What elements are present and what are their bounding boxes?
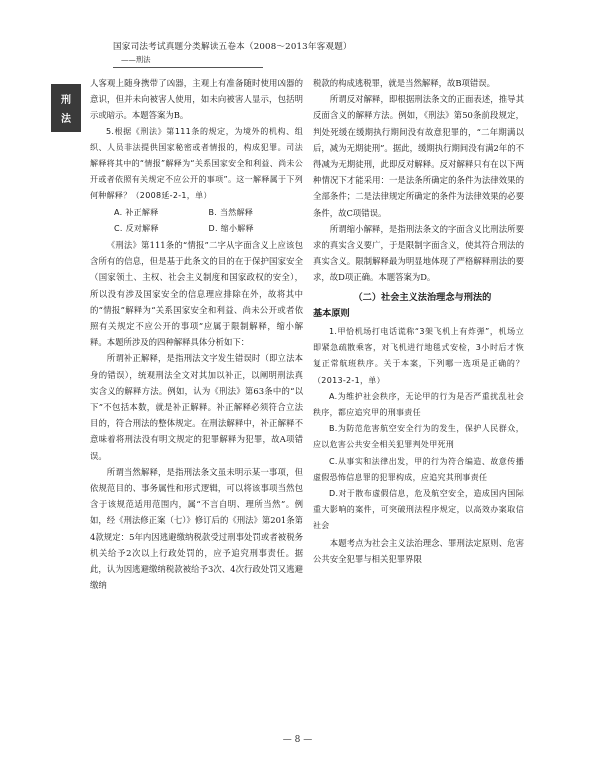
question-5: 5.根据《刑法》第111条的规定，为境外的机构、组织、人员非法提供国家秘密或者情报的，构成犯罪。司法解释将其中的“情报”解释为“关系国家安全和利益、尚未公开或者依照有关规定不应公开的事项”。这一解释属于下列何种解释？（2008延-2-1，单） [90, 126, 303, 201]
chapter-tab-char-2: 法 [61, 114, 71, 125]
section-heading-line-2: 基本原则 [313, 307, 350, 319]
option-d: D.对于散布虚假信息，危及航空安全，造成国内国际重大影响的案件，可突破刑法程序规定，以高效办案取信社会 [313, 489, 524, 531]
option-c: C.从事实和法律出发，甲的行为符合编造、故意传播虚假恐怖信息罪的犯罪构成，应追究其刑事责任 [313, 456, 524, 482]
chapter-tab-char-1: 刑 [61, 95, 71, 106]
section-heading [313, 290, 524, 322]
option-d: D. 缩小解释 [208, 223, 254, 233]
question-1: 1.甲恰机场打电话谎称“3架飞机上有炸弹”，机场立即紧急疏散乘客，对飞机进行地毯式安检，3小时后才恢复正常航班秩序。关于本案，下列哪一选项是正确的？（2013-2-1，单） [313, 327, 524, 385]
paragraph: 本题考点为社会主义法治理念、罪刑法定原则、危害公共安全犯罪与相关犯罪界限 [313, 537, 524, 564]
paragraph: 《刑法》第111条的“情报”二字从字面含义上应该包含所有的信息，但是基于此条文的目的在于保护国家安全（国家领土、主权、社会主义制度和国家政权的安全），所以没有涉及国家安全的信息理应排除在外，故将其中的“情报”解释为“关系国家安全和利益、尚未公开或者依照有关规定不应公开的事项”应属于限制解释，缩小解释。本题所涉及的四种解释具体分析如下： [90, 240, 303, 348]
page-number: — 8 — [282, 735, 313, 745]
chapter-tab [51, 84, 81, 132]
option-a: A.为维护社会秩序，无论甲的行为是否严重扰乱社会秩序，都应追究甲的刑事责任 [313, 391, 524, 418]
right-column [313, 75, 524, 567]
paragraph: 所谓补正解释，是指刑法文字发生错误时（即立法本身的错误），统观刑法全文对其加以补正，以阐明刑法真实含义的解释方法。例如，认为《刑法》第63条中的“以下”不包括本数，就是补正解释。补正解释必须符合立法目的，符合刑法的整体规定。在刑法解释中，补正解释不意味着将刑法没有明文规定的犯罪解释为犯罪，故A项错误。 [90, 353, 303, 461]
header-rule [113, 67, 263, 68]
header-subtitle: ——刑法 [121, 55, 151, 64]
option-a: A. 补正解释 [114, 207, 159, 217]
header-title: 国家司法考试真题分类解读五卷本（2008～2013年客观题） [113, 42, 352, 52]
section-heading-line-1: （二）社会主义法治理念与刑法的 [353, 291, 492, 303]
left-column [90, 75, 303, 594]
paragraph: 税款的构成逃税罪，就是当然解释，故B项错误。 [313, 78, 496, 88]
option-c: C. 反对解释 [114, 223, 159, 233]
paragraph: 人客观上随身携带了凶器，主观上有准备随时使用凶器的意识，但并未向被害人使用，如未向被害人显示，包括明示或暗示。本题答案为B。 [90, 78, 303, 121]
paragraph: 所谓反对解释，即根据刑法条文的正面表述，推导其反面含义的解释方法。例如，《刑法》第50条前段规定，判处死缓在缓期执行期间没有故意犯罪的，“二年期满以后，减为无期徒刑”。据此，缓期执行期间没有满2年的不得减为无期徒刑，此即反对解释。反对解释只有在以下两种情况下才能采用：一是法条所确定的条件为法律效果的全部条件；二是法律规定所确定的条件为法律效果的必要条件，故C项错误。 [313, 94, 524, 218]
option-b: B. 当然解释 [208, 207, 254, 217]
option-b: B.为防范危害航空安全行为的发生，保护人民群众，应以危害公共安全相关犯罪判处甲死刑 [313, 424, 524, 450]
question-5-options [90, 205, 303, 237]
paragraph: 所谓缩小解释，是指刑法条文的字面含义比刑法所要求的真实含义要广，于是限制字面含义，使其符合刑法的真实含义。限制解释最为明显地体现了严格解释刑法的要求，故D项正确。本题答案为D。 [313, 223, 524, 283]
paragraph: 所谓当然解释，是指刑法条文虽未明示某一事项，但依规范目的、事务属性和形式逻辑，可以将该事项当然包含于该规范适用范围内，属“不言自明、理所当然”。例如，经《刑法修正案（七）》修订后的《刑法》第201条第4款规定：5年内因逃避缴纳税款受过刑事处罚或者被税务机关给予2次以上行政处罚的，应予追究刑事责任。据此，认为因逃避缴纳税款被给予3次、4次行政处罚又逃避缴纳 [90, 466, 303, 591]
